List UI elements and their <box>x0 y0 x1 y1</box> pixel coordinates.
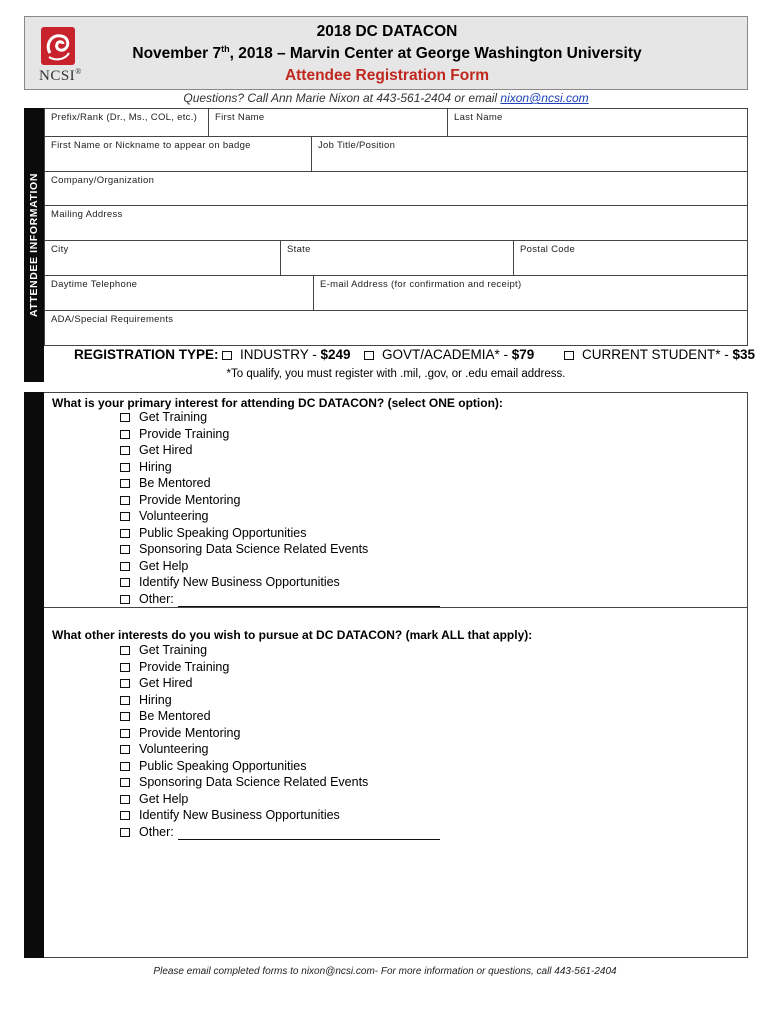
form-name: Attendee Registration Form <box>284 67 490 84</box>
registration-type-label: REGISTRATION TYPE: <box>74 347 219 362</box>
other-text-line[interactable] <box>178 594 440 607</box>
option-item[interactable]: Volunteering <box>120 508 440 525</box>
checkbox-icon[interactable] <box>120 811 130 820</box>
city-field[interactable]: City <box>44 240 281 276</box>
primary-interest-question: What is your primary interest for attending DC DATACON? (select ONE option): <box>52 396 503 410</box>
company-field[interactable]: Company/Organization <box>44 171 748 206</box>
checkbox-icon[interactable] <box>564 351 574 360</box>
checkbox-icon[interactable] <box>120 828 130 837</box>
checkbox-icon[interactable] <box>120 696 130 705</box>
first-name-field[interactable]: First Name <box>208 108 448 137</box>
option-item[interactable]: Get Hired <box>120 442 440 459</box>
postal-code-field[interactable]: Postal Code <box>513 240 748 276</box>
registration-note: *To qualify, you must register with .mil, .gov, or .edu email address. <box>226 368 566 380</box>
ada-requirements-field[interactable]: ADA/Special Requirements <box>44 310 748 346</box>
primary-interest-options <box>120 409 440 607</box>
checkbox-icon[interactable] <box>120 578 130 587</box>
checkbox-icon[interactable] <box>120 762 130 771</box>
option-item[interactable]: Provide Mentoring <box>120 492 440 509</box>
checkbox-icon[interactable] <box>120 463 130 472</box>
option-other[interactable]: Other: <box>120 591 440 608</box>
badge-name-field[interactable]: First Name or Nickname to appear on badge <box>44 136 312 172</box>
other-interests-options <box>120 642 440 840</box>
checkbox-icon[interactable] <box>120 413 130 422</box>
option-item[interactable]: Public Speaking Opportunities <box>120 758 440 775</box>
option-other[interactable]: Other: <box>120 824 440 841</box>
state-field[interactable]: State <box>280 240 514 276</box>
checkbox-icon[interactable] <box>120 646 130 655</box>
student-option[interactable]: CURRENT STUDENT* - $35 <box>564 347 755 362</box>
other-text-line[interactable] <box>178 827 440 840</box>
checkbox-icon[interactable] <box>120 663 130 672</box>
checkbox-icon[interactable] <box>120 679 130 688</box>
job-title-field[interactable]: Job Title/Position <box>311 136 748 172</box>
attendee-section-label: ATTENDEE INFORMATION <box>28 172 40 318</box>
contact-email-link[interactable]: nixon@ncsi.com <box>500 91 589 105</box>
industry-option[interactable]: INDUSTRY - $249 <box>222 347 351 362</box>
checkbox-icon[interactable] <box>120 778 130 787</box>
prefix-field[interactable]: Prefix/Rank (Dr., Ms., COL, etc.) <box>44 108 209 137</box>
checkbox-icon[interactable] <box>120 512 130 521</box>
option-item[interactable]: Get Training <box>120 409 440 426</box>
option-item[interactable]: Sponsoring Data Science Related Events <box>120 774 440 791</box>
event-title: 2018 DC DATACON <box>316 23 458 40</box>
contact-line: Questions? Call Ann Marie Nixon at 443-561-2404 or email nixon@ncsi.com <box>183 91 589 105</box>
option-item[interactable]: Get Help <box>120 791 440 808</box>
section-divider <box>44 607 748 608</box>
phone-field[interactable]: Daytime Telephone <box>44 275 314 311</box>
interest-section-bar <box>24 392 44 958</box>
other-interests-question: What other interests do you wish to pursue at DC DATACON? (mark ALL that apply): <box>52 628 533 642</box>
checkbox-icon[interactable] <box>120 595 130 604</box>
checkbox-icon[interactable] <box>120 729 130 738</box>
checkbox-icon[interactable] <box>120 562 130 571</box>
checkbox-icon[interactable] <box>120 430 130 439</box>
option-item[interactable]: Be Mentored <box>120 475 440 492</box>
checkbox-icon[interactable] <box>120 712 130 721</box>
option-item[interactable]: Identify New Business Opportunities <box>120 807 440 824</box>
registration-type-row <box>44 347 756 369</box>
ncsi-logo-text: NCSI® <box>39 67 82 84</box>
checkbox-icon[interactable] <box>120 745 130 754</box>
option-item[interactable]: Provide Mentoring <box>120 725 440 742</box>
footer-note: Please email completed forms to nixon@ncsi.com- For more information or questions, call 443-561-2404 <box>153 966 617 977</box>
attendee-section-bar <box>24 108 44 382</box>
email-field[interactable]: E-mail Address (for confirmation and receipt) <box>313 275 748 311</box>
checkbox-icon[interactable] <box>120 496 130 505</box>
option-item[interactable]: Volunteering <box>120 741 440 758</box>
option-item[interactable]: Public Speaking Opportunities <box>120 525 440 542</box>
govt-academia-option[interactable]: GOVT/ACADEMIA* - $79 <box>364 347 534 362</box>
option-item[interactable]: Provide Training <box>120 426 440 443</box>
option-item[interactable]: Get Training <box>120 642 440 659</box>
option-item[interactable]: Get Help <box>120 558 440 575</box>
checkbox-icon[interactable] <box>120 795 130 804</box>
option-item[interactable]: Provide Training <box>120 659 440 676</box>
option-item[interactable]: Get Hired <box>120 675 440 692</box>
last-name-field[interactable]: Last Name <box>447 108 748 137</box>
checkbox-icon[interactable] <box>120 479 130 488</box>
option-item[interactable]: Identify New Business Opportunities <box>120 574 440 591</box>
checkbox-icon[interactable] <box>120 446 130 455</box>
checkbox-icon[interactable] <box>222 351 232 360</box>
checkbox-icon[interactable] <box>364 351 374 360</box>
option-item[interactable]: Sponsoring Data Science Related Events <box>120 541 440 558</box>
option-item[interactable]: Hiring <box>120 459 440 476</box>
form-header <box>24 16 748 90</box>
option-item[interactable]: Hiring <box>120 692 440 709</box>
checkbox-icon[interactable] <box>120 545 130 554</box>
checkbox-icon[interactable] <box>120 529 130 538</box>
event-subtitle: November 7th, 2018 – Marvin Center at George Washington University <box>132 44 642 63</box>
mailing-address-field[interactable]: Mailing Address <box>44 205 748 241</box>
option-item[interactable]: Be Mentored <box>120 708 440 725</box>
